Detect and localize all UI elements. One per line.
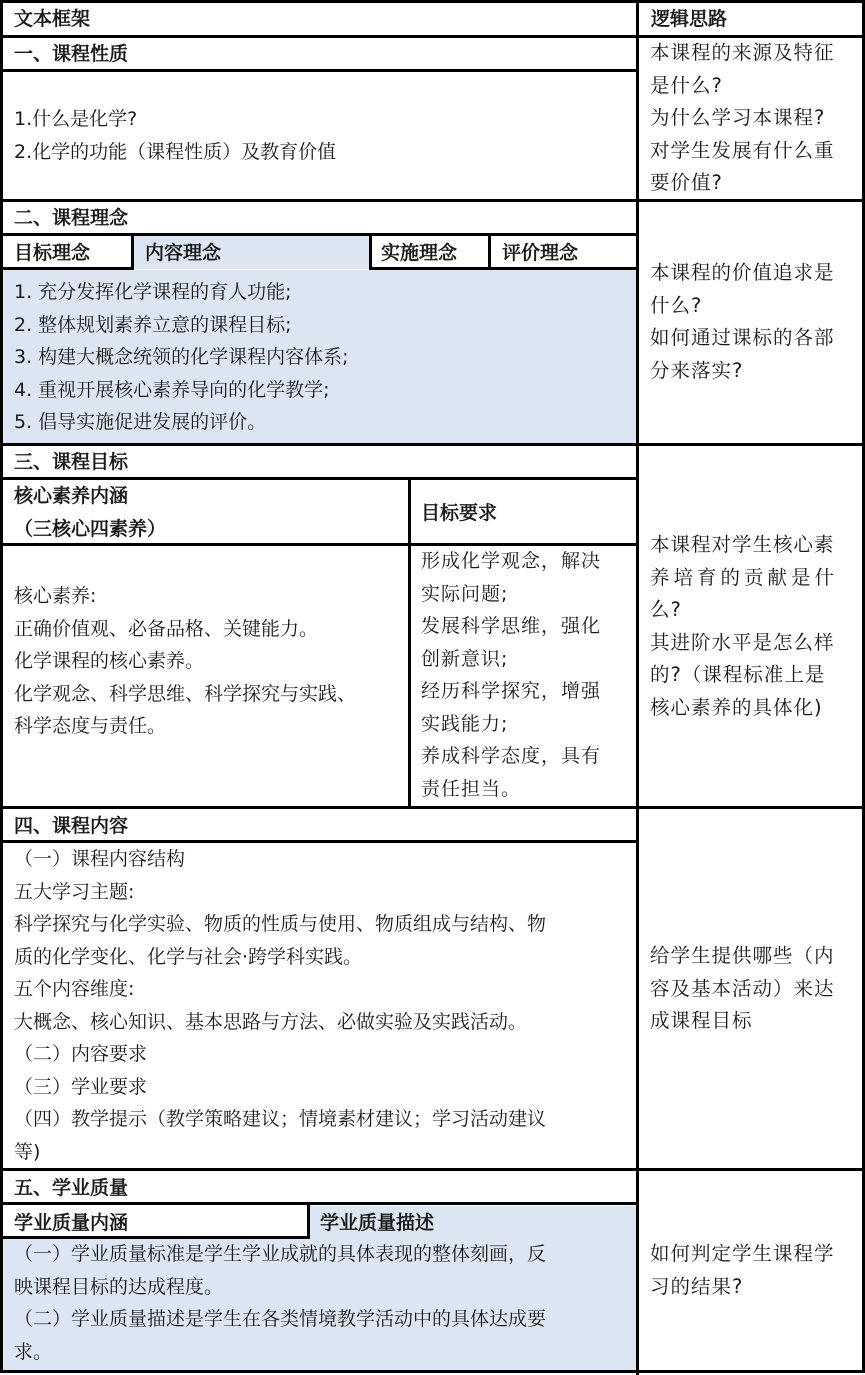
section3-logic-line: 核心素养的具体化) [650,695,823,719]
section3-col-b-line: 发展科学思维，强化 [421,615,602,637]
section2-tab-label: 内容理念 [145,242,222,264]
section3-col-a-line: 正确价值观、必备品格、关键能力。 [14,617,319,640]
section4-logic [639,940,863,1038]
section2-title-divider [0,233,638,236]
section5-body [2,1238,636,1368]
section3-title-divider [0,477,638,480]
section2-tab-label: 目标理念 [14,242,91,264]
section4-title-text: 四、课程内容 [14,815,129,837]
section1-logic-line: 要价值? [650,171,723,194]
section4-title-divider [0,840,638,843]
border-top [0,0,865,3]
section5-tab-label: 学业质量描述 [320,1212,435,1234]
section2-list-item: 5. 倡导实施促进发展的评价。 [14,411,267,433]
section4-line: （一）课程内容结构 [14,848,186,870]
section2-bottom [0,443,865,446]
section4-line: 五个内容维度: [14,978,135,1000]
section1-title-text: 一、课程性质 [14,43,129,65]
section5-logic [639,1238,863,1303]
section3-col-a-line: 核心素养: [14,585,97,607]
section5-title-text: 五、学业质量 [14,1177,129,1199]
section2-logic [639,257,863,387]
section2-list-item: 2. 整体规划素养立意的课程目标; [14,313,292,336]
section5-line: （一）学业质量标准是学生学业成就的具体表现的整体刻画，反 [14,1243,547,1265]
section5-line: 映课程目标的达成程度。 [14,1275,224,1298]
header-col-framework-label: 文本框架 [14,8,91,30]
section3-logic-line: 养培育的贡献是什 [650,565,839,589]
section4-line: 五大学习主题: [14,880,135,903]
border-left [0,0,3,1372]
section3-logic-line: 其进阶水平是怎么样 [650,630,835,654]
section3-col-a-line: 化学观念、科学思维、科学探究与实践、 [14,682,357,705]
section2-tab-divider [488,233,491,269]
header-col-logic-label: 逻辑思路 [651,8,728,30]
section2-list-item: 1. 充分发挥化学课程的育人功能; [14,281,292,303]
section3-col-a-header-line: 核心素养内涵 [14,485,129,507]
section4-body [2,843,636,1168]
section5-line: 求。 [14,1340,53,1363]
section3-col-a-header [2,480,408,546]
section1-bottom [0,199,865,202]
section4-title [2,809,636,843]
section2-logic-line: 本课程的价值追求是 [650,261,835,284]
section3-col-a-header-line: （三核心四素养） [14,518,167,540]
section1-title [2,37,636,71]
section4-bottom [0,1168,865,1171]
section3-col-b-header [411,480,636,546]
section2-tab-label: 评价理念 [502,242,579,264]
section3-col-b-body [411,545,636,805]
header-divider [0,35,865,38]
section2-tab-label: 实施理念 [381,242,458,264]
section2-tab-divider [131,233,134,269]
section4-line: 大概念、核心知识、基本思路与方法、必做实验及实践活动。 [14,1010,528,1033]
section5-tab-connotation [2,1206,308,1239]
section2-list-item: 4. 重视开展核心素养导向的化学教学; [14,378,330,401]
section3-logic-line: 本课程对学生核心素 [650,533,835,556]
section3-header-bottom [0,543,638,546]
section2-logic-line: 如何通过课标的各部 [650,326,835,349]
section4-logic-line: 容及基本活动）来达 [650,976,835,1000]
section2-tab-goal [2,236,132,269]
section3-col-b-line: 责任担当。 [421,777,522,800]
section5-tab-description [309,1206,636,1239]
section3-col-b-line: 形成化学观念，解决 [421,550,602,572]
section3-col-a-body [2,580,408,743]
section1-logic-line: 对学生发展有什么重 [650,138,835,162]
section3-logic-line: 么? [650,598,682,621]
section4-line: 科学探究与化学实验、物质的性质与使用、物质组成与结构、物 [14,913,547,935]
section1-logic-line: 为什么学习本课程? [650,106,826,129]
section3-logic-line: 的?（课程标准上是 [650,663,826,686]
header-col-logic [639,2,863,36]
section1-line: 1.什么是化学? [14,108,138,130]
section2-list-item: 3. 构建大概念统领的化学课程内容体系; [14,346,349,368]
section2-logic-line: 分来落实? [650,358,744,382]
section2-logic-line: 什么? [650,293,703,317]
section2-title [2,201,636,235]
section3-bottom [0,806,865,809]
section1-logic [639,37,863,200]
section4-logic-line: 给学生提供哪些（内 [650,944,835,967]
section4-logic-line: 成课程目标 [650,1009,753,1032]
section1-logic-line: 是什么? [650,73,723,97]
section3-col-b-line: 实践能力; [421,712,509,735]
border-bottom [0,1370,865,1373]
section3-col-b-line: 养成科学态度，具有 [421,745,602,767]
section2-tab-implementation [371,236,489,269]
section1-body [2,103,636,168]
section3-col-a-line: 科学态度与责任。 [14,715,167,737]
section2-list [2,276,636,439]
section5-line: （二）学业质量描述是学生在各类情境教学活动中的具体达成要 [14,1308,547,1330]
section4-line: （二）内容要求 [14,1043,148,1065]
section2-title-text: 二、课程理念 [14,207,129,229]
section5-title [2,1171,636,1205]
section5-title-divider [0,1202,638,1205]
section3-title-text: 三、课程目标 [14,451,129,473]
section5-logic-line: 如何判定学生课程学 [650,1242,835,1265]
section4-line: （三）学业要求 [14,1075,148,1098]
section3-logic [639,529,863,724]
section1-line: 2.化学的功能（课程性质）及教育价值 [14,140,337,163]
section5-tab-divider [307,1202,310,1239]
section3-col-b-line: 创新意识; [421,647,509,670]
section5-tab-label: 学业质量内涵 [14,1212,129,1234]
section2-tab-evaluation [490,236,636,269]
section1-logic-line: 本课程的来源及特征 [650,41,835,64]
section4-line: 等) [14,1140,41,1163]
section2-tab-bottom-right [369,267,638,270]
section3-col-b-header-label: 目标要求 [421,502,498,524]
header-col-framework [2,2,636,36]
section4-line: 质的化学变化、化学与社会·跨学科实践。 [14,945,363,968]
section3-col-a-line: 化学课程的核心素养。 [14,650,205,672]
section3-col-divider [408,477,411,808]
section2-tab-content [133,236,370,269]
section2-tab-bottom-left [0,267,134,270]
section3-title [2,445,636,479]
section2-tab-divider [369,233,372,269]
section1-title-divider [0,69,638,72]
section3-col-b-line: 经历科学探究，增强 [421,680,602,702]
section4-line: （四）教学提示（教学策略建议；情境素材建议；学习活动建议 [14,1108,547,1130]
section3-col-b-line: 实际问题; [421,582,509,605]
section5-tab-bottom [0,1236,310,1239]
section5-logic-line: 习的结果? [650,1274,744,1298]
